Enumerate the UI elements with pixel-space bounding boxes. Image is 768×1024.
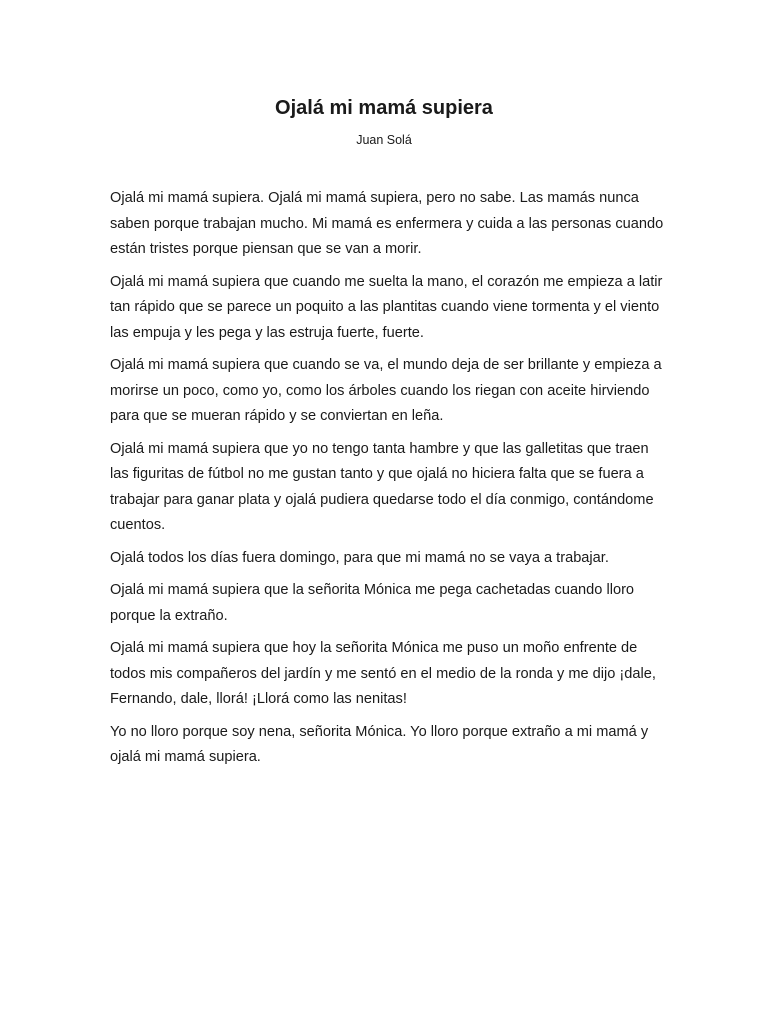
paragraph-8: Yo no lloro porque soy nena, señorita Mónica. Yo lloro porque extraño a mi mamá y ojalá mi mamá supiera.: [110, 723, 649, 765]
paragraph-3: Ojalá mi mamá supiera que cuando se va, el mundo deja de ser brillante y empieza a morirse un poco, como yo, como los árboles cuando los riegan con aceite hirviendo para que se mueran rápido y se conviertan en leña.: [110, 357, 662, 424]
document-title: Ojalá mi mamá supiera: [275, 97, 493, 119]
document-body: [110, 186, 670, 778]
paragraph-2: Ojalá mi mamá supiera que cuando me suelta la mano, el corazón me empieza a latir tan rápido que se parece un poquito a las plantitas cuando viene tormenta y el viento las empuja y les pega y las estruja fuerte, fuerte.: [110, 273, 663, 341]
paragraph-1: Ojalá mi mamá supiera. Ojalá mi mamá supiera, pero no sabe. Las mamás nunca saben porque trabajan mucho. Mi mamá es enfermera y cuida a las personas cuando están tristes porque piensan que se van a morir.: [110, 190, 664, 257]
document-author: Juan Solá: [356, 133, 412, 147]
paragraph-6: Ojalá mi mamá supiera que la señorita Mónica me pega cachetadas cuando lloro porque la extraño.: [110, 582, 635, 624]
paragraph-7: Ojalá mi mamá supiera que hoy la señorita Mónica me puso un moño enfrente de todos mis compañeros del jardín y me sentó en el medio de la ronda y me dijo ¡dale, Fernando, dale, llorá! ¡Llorá como las nenitas!: [110, 640, 656, 707]
paragraph-5: Ojalá todos los días fuera domingo, para que mi mamá no se vaya a trabajar.: [110, 549, 609, 566]
paragraph-4: Ojalá mi mamá supiera que yo no tengo tanta hambre y que las galletitas que traen las figuritas de fútbol no me gustan tanto y que ojalá no hiciera falta que se fuera a trabajar para ganar plata y ojalá pudiera quedarse todo el día conmigo, contándome cuentos.: [110, 440, 654, 533]
